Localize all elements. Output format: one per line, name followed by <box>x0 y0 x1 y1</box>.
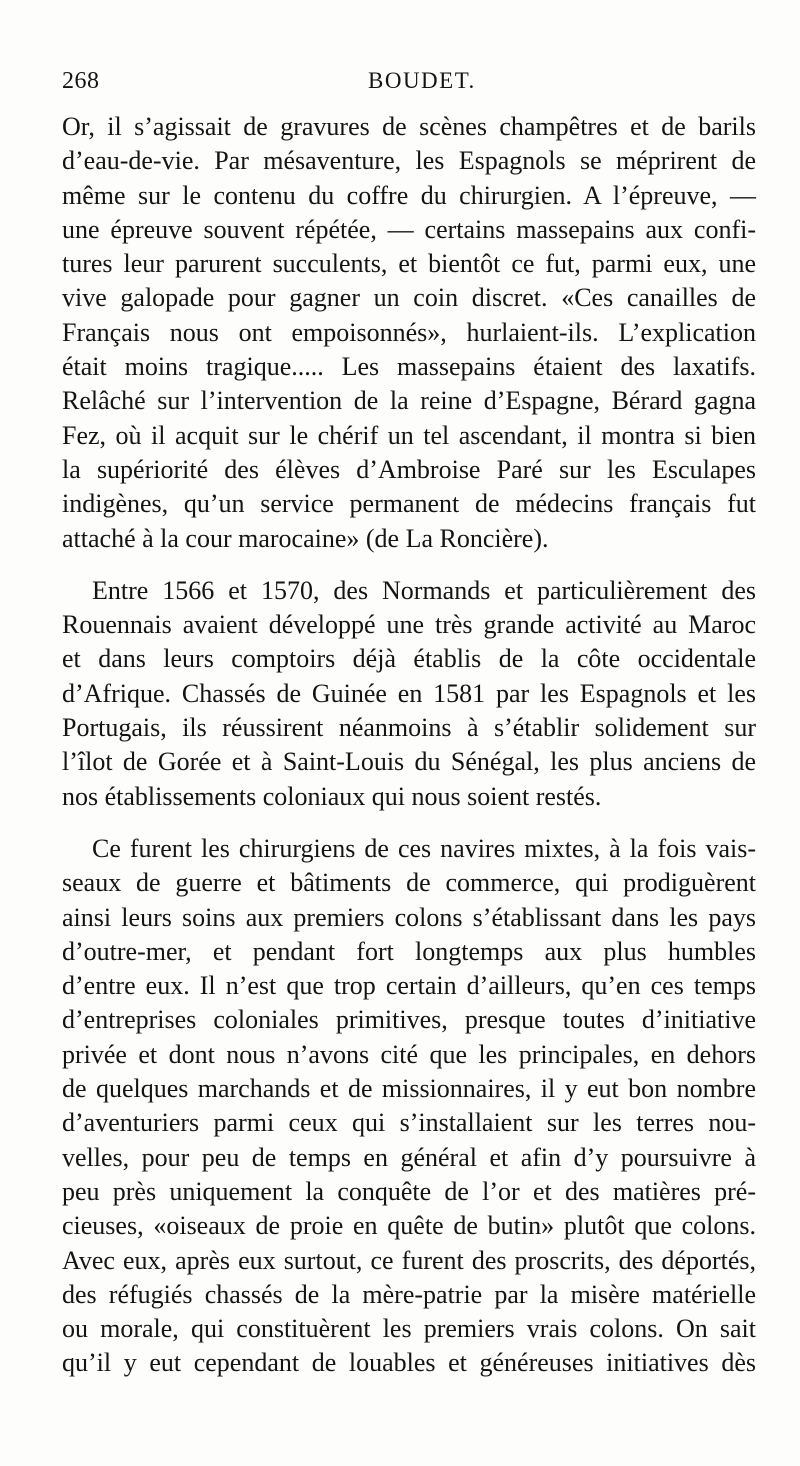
text-line: d’entreprises coloniales primitives, presque toutes d’initiative <box>62 1005 756 1035</box>
text-line: une épreuve souvent répétée, — certains massepains aux confi- <box>62 214 756 244</box>
text-line: Relâché sur l’intervention de la reine d’Espagne, Bérard gagna <box>62 386 756 416</box>
text-line: d’aventuriers parmi ceux qui s’installaient sur les terres nou- <box>62 1108 756 1138</box>
text-line: vive galopade pour gagner un coin discret. «Ces canailles de <box>62 283 756 313</box>
text-line: attaché à la cour marocaine» (de La Roncière). <box>62 523 549 553</box>
text-line: Ce furent les chirurgiens de ces navires mixtes, à la fois vais- <box>92 833 756 863</box>
text-line: la supériorité des élèves d’Ambroise Paré sur les Esculapes <box>62 454 756 484</box>
text-line: peu près uniquement la conquête de l’or et des matières pré- <box>62 1176 756 1206</box>
text-line: privée et dont nous n’avons cité que les principales, en dehors <box>62 1039 756 1069</box>
text-line: de quelques marchands et de missionnaires, il y eut bon nombre <box>62 1074 756 1104</box>
page-number: 268 <box>62 68 100 94</box>
body-text <box>62 110 756 1381</box>
text-line: était moins tragique..... Les massepains étaient des laxatifs. <box>62 352 756 382</box>
text-line: nos établissements coloniaux qui nous soient restés. <box>62 781 602 811</box>
text-line: d’outre-mer, et pendant fort longtemps aux plus humbles <box>62 936 756 966</box>
text-line: Avec eux, après eux surtout, ce furent des proscrits, des déportés, <box>62 1245 756 1275</box>
text-line: indigènes, qu’un service permanent de médecins français fut <box>62 489 756 519</box>
text-line: d’eau-de-vie. Par mésaventure, les Espagnols se méprirent de <box>62 146 756 176</box>
text-line: velles, pour peu de temps en général et afin d’y poursuivre à <box>62 1142 756 1172</box>
text-line: tures leur parurent succulents, et bientôt ce fut, parmi eux, une <box>62 249 756 279</box>
text-line: Or, il s’agissait de gravures de scènes champêtres et de barils <box>62 112 756 141</box>
text-line: même sur le contenu du coffre du chirurgien. A l’épreuve, — <box>62 180 756 210</box>
text-line: l’îlot de Gorée et à Saint-Louis du Sénégal, les plus anciens de <box>62 747 756 777</box>
text-line: ainsi leurs soins aux premiers colons s’établissant dans les pays <box>62 902 756 932</box>
text-line: seaux de guerre et bâtiments de commerce, qui prodiguèrent <box>62 868 756 898</box>
running-head: BOUDET. <box>368 68 476 93</box>
text-line: des réfugiés chassés de la mère-patrie par la misère matérielle <box>62 1279 756 1309</box>
paragraph-3 <box>62 832 756 1381</box>
text-line: d’Afrique. Chassés de Guinée en 1581 par les Espagnols et les <box>62 678 756 708</box>
text-line: cieuses, «oiseaux de proie en quête de butin» plutôt que colons. <box>62 1211 756 1241</box>
text-line: d’entre eux. Il n’est que trop certain d’ailleurs, qu’en ces temps <box>62 971 756 1001</box>
text-line: Fez, où il acquit sur le chérif un tel ascendant, il montra si bien <box>62 420 756 450</box>
text-line: Entre 1566 et 1570, des Normands et particulièrement des <box>92 575 756 605</box>
paragraph-2 <box>62 574 756 814</box>
text-line: Français nous ont empoisonnés», hurlaient-ils. L’explication <box>62 317 756 347</box>
text-line: et dans leurs comptoirs déjà établis de la côte occidentale <box>62 644 756 674</box>
page-header <box>62 68 762 98</box>
text-line: qu’il y eut cependant de louables et généreuses initiatives dès <box>62 1348 756 1378</box>
text-line: Rouennais avaient développé une très grande activité au Maroc <box>62 610 756 640</box>
paragraph-1 <box>62 110 756 556</box>
text-line: ou morale, qui constituèrent les premiers vrais colons. On sait <box>62 1314 756 1344</box>
text-line: Portugais, ils réussirent néanmoins à s’établir solidement sur <box>62 713 756 743</box>
